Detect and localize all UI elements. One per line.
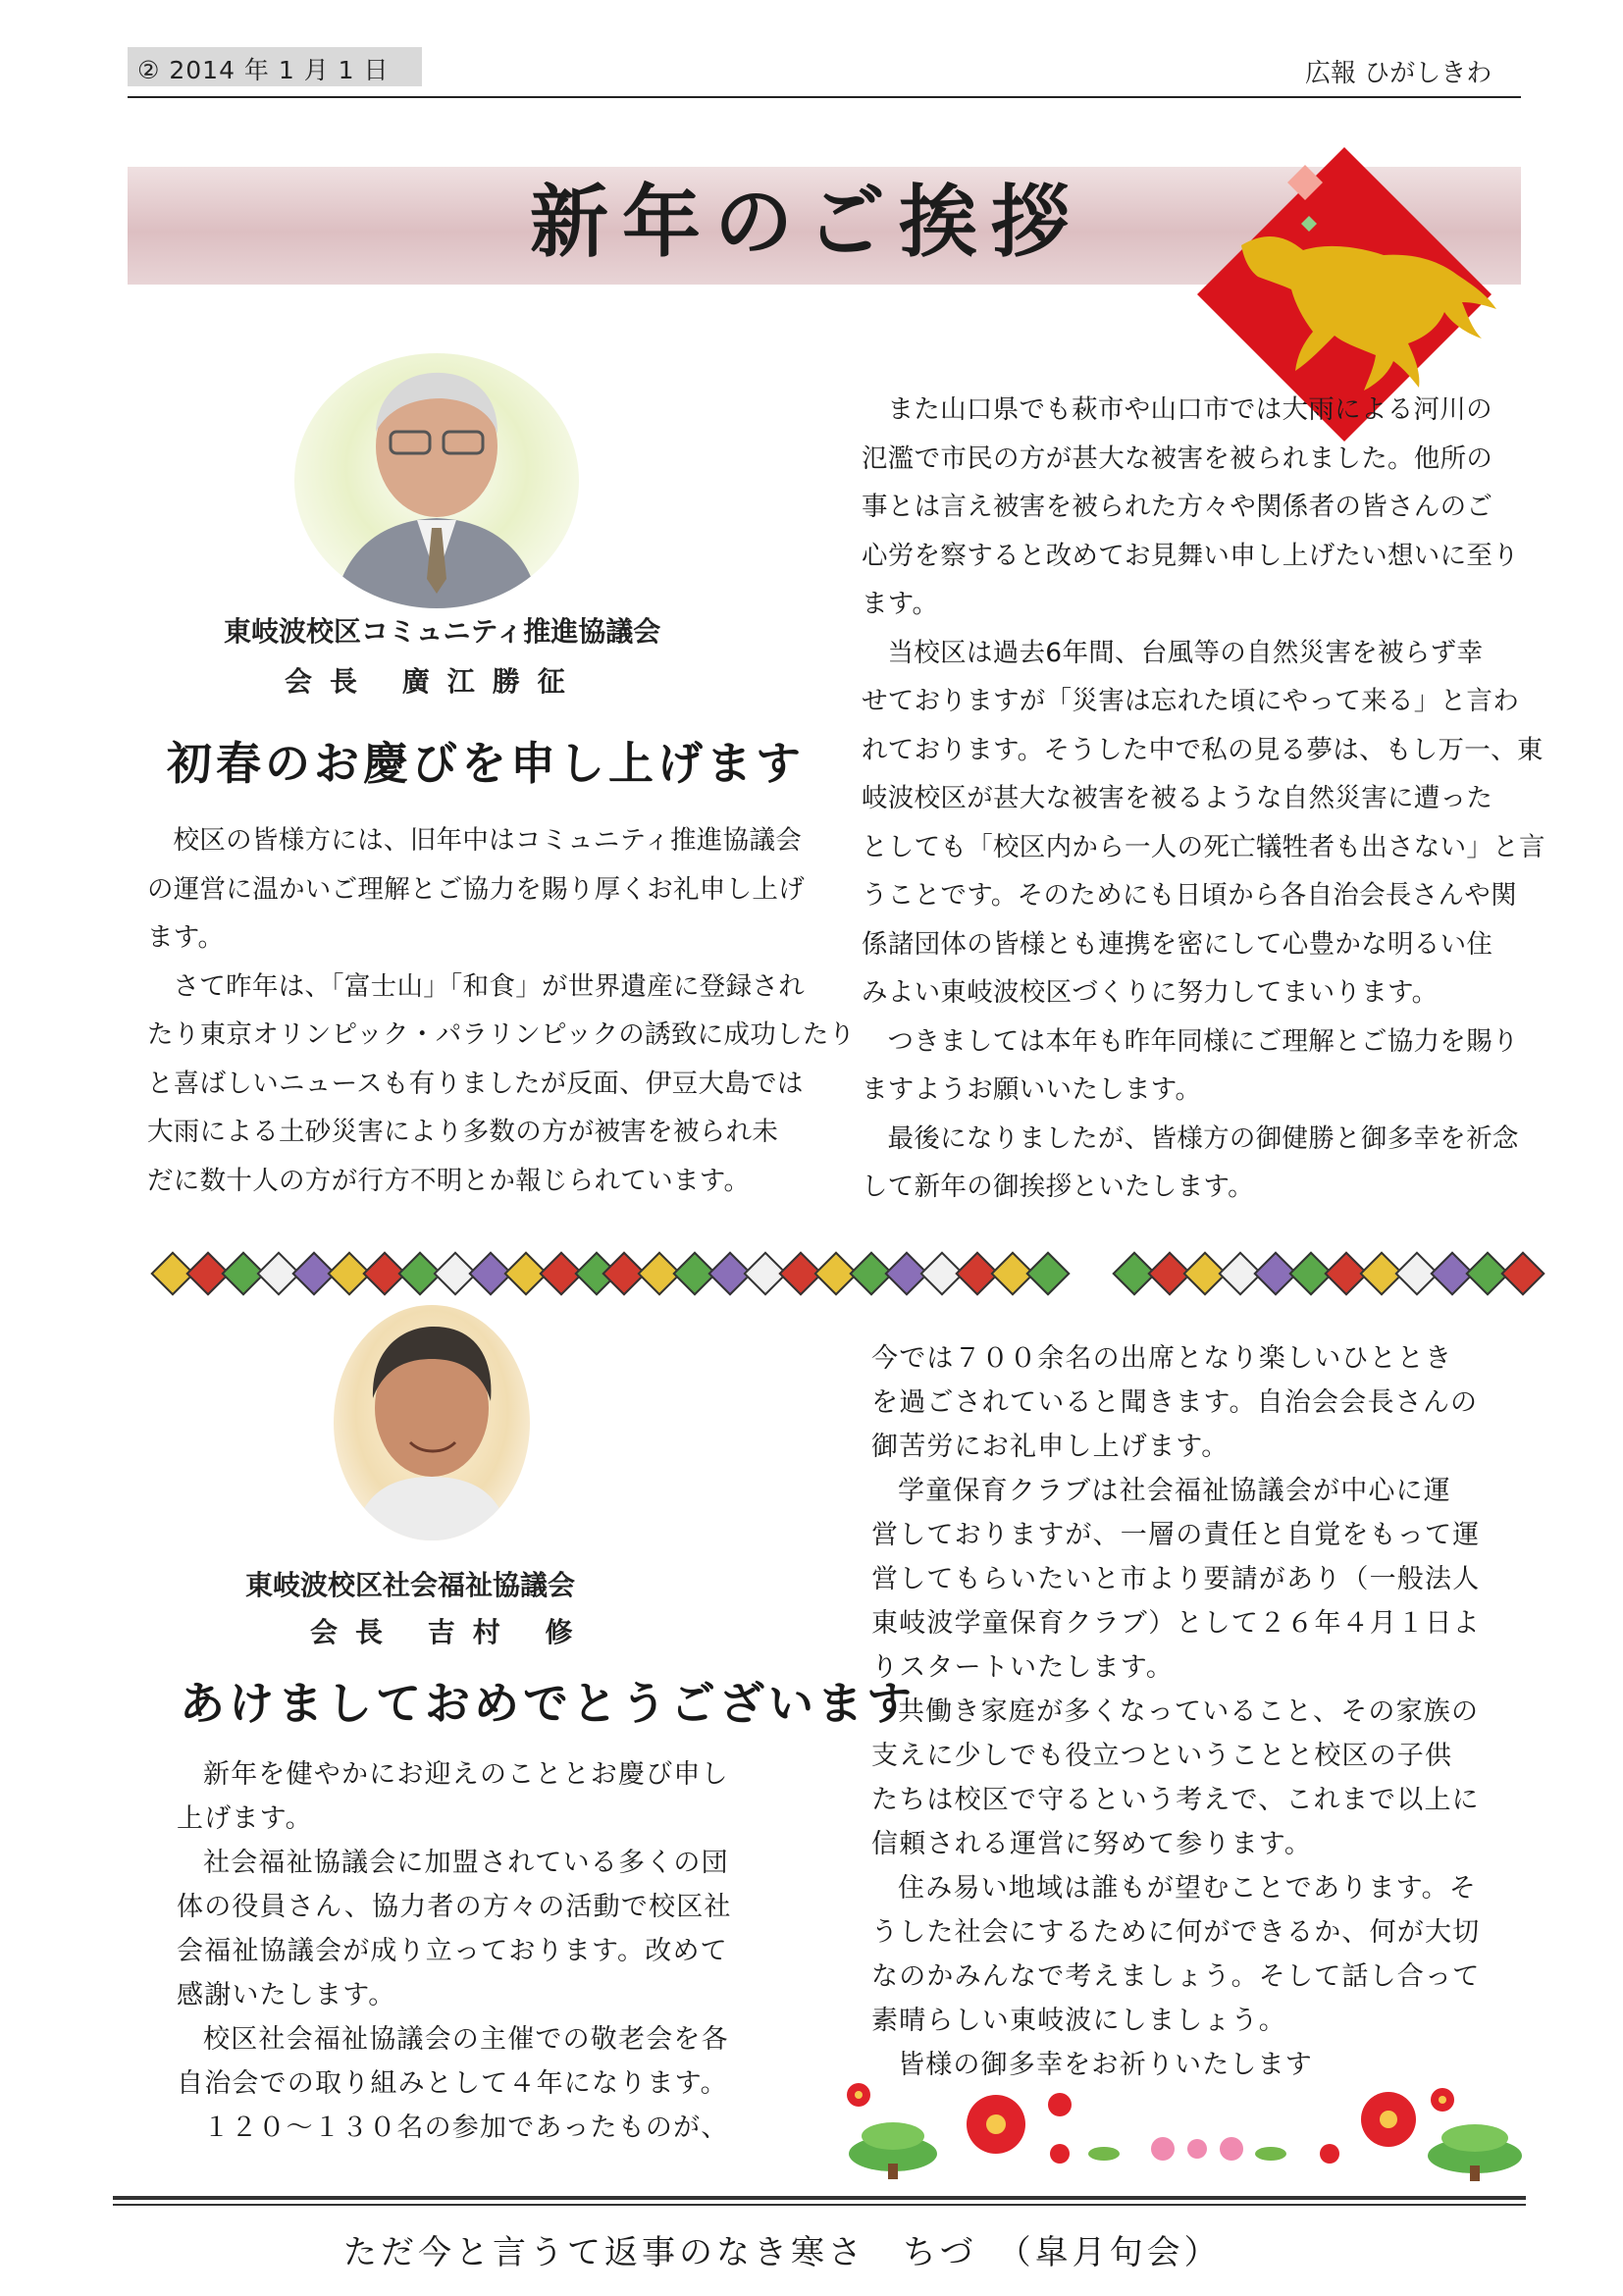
paragraph-line: 当校区は過去6年間、台風等の自然災害を被らず幸 [887, 637, 1484, 668]
chairman-photo [334, 1305, 530, 1540]
header-rule [128, 96, 1521, 98]
paragraph-line: １２０～１３０名の参加であったものが、 [203, 2113, 729, 2143]
page-title: 新年のご挨拶 [530, 176, 1083, 268]
paragraph-line: 大雨による土砂災害により多数の方が被害を被られ未 [147, 1117, 779, 1147]
paragraph-line: 心労を察すると改めてお見舞い申し上げたい想いに至り [862, 540, 1519, 571]
paragraph-line: みよい東岐波校区づくりに努力してまいります。 [862, 977, 1439, 1008]
paragraph-line: 住み易い地域は誰もが望むことであります。そ [898, 1873, 1478, 1904]
paragraph-line: ますようお願いいたします。 [862, 1074, 1202, 1105]
pine-icon [1428, 2124, 1522, 2181]
article2-greeting: あけましておめでとうございます [180, 1677, 916, 1730]
paragraph-line: せておりますが「災害は忘れた頃にやって来る」と言わ [862, 686, 1519, 716]
paragraph-line: 最後になりましたが、皆様方の御健勝と御多幸を祈念 [887, 1122, 1519, 1154]
garland-icon [157, 1256, 612, 1291]
paragraph-line: だに数十人の方が行方不明とか報じられています。 [147, 1165, 751, 1196]
article2-right-column [871, 1336, 1539, 2087]
paragraph-line: 共働き家庭が多くなっていること、その家族の [898, 1696, 1480, 1727]
article2-organization: 東岐波校区社会福祉協議会 [245, 1569, 576, 1601]
garland-icon [1119, 1256, 1539, 1291]
paragraph-line: 体の役員さん、協力者の方々の活動で校区社 [177, 1892, 732, 1922]
footer-haiku: ただ今と言うて返事のなき寒さ ちづ （皐月句会） [343, 2233, 1222, 2272]
issue-date: ② 2014 年 1 月 1 日 [137, 56, 390, 84]
paragraph-line: 今では７００余名の出席となり楽しいひととき [871, 1343, 1453, 1374]
chairman-photo [294, 353, 579, 608]
footer-rule [113, 2204, 1526, 2206]
article1-officer: 会長 廣江勝征 [285, 665, 583, 698]
paragraph-line: うした社会にするために何ができるか、何が大切 [871, 1917, 1481, 1948]
paragraph-line: 事とは言え被害を被られた方々や関係者の皆さんのご [862, 492, 1493, 522]
paragraph-line: 御苦労にお礼申し上げます。 [871, 1432, 1230, 1462]
paragraph-line: さて昨年は、「富士山」「和食」が世界遺産に登録され [173, 970, 805, 1002]
plum-blossom-icon [839, 2075, 1526, 2183]
paragraph-line: つきましては本年も昨年同様にご理解とご協力を賜り [887, 1025, 1519, 1057]
paragraph-line: 学童保育クラブは社会福祉協議会が中心に運 [898, 1476, 1451, 1506]
paragraph-line: 素晴らしい東岐波にしましょう。 [871, 2006, 1286, 2036]
paragraph-line: 営しておりますが、一層の責任と自覚をもって運 [871, 1520, 1481, 1550]
paragraph-line: たり東京オリンピック・パラリンピックの誘致に成功したり [147, 1019, 856, 1050]
paragraph-line: 新年を健やかにお迎えのこととお慶び申し [203, 1759, 729, 1790]
paragraph-line: 校区の皆様方には、旧年中はコミュニティ推進協議会 [173, 825, 803, 856]
paragraph-line: 係諸団体の皆様とも連携を密にして心豊かな明るい住 [862, 928, 1493, 960]
paragraph-line: うことです。そのためにも日頃から各自治会長さんや関 [862, 880, 1517, 911]
paragraph-line: を過ごされていると聞きます。自治会会長さんの [871, 1387, 1479, 1418]
garland-icon [608, 1256, 1064, 1291]
paragraph-line: と喜ばしいニュースも有りましたが反面、伊豆大島では [147, 1068, 804, 1099]
paragraph-line: 感謝いたします。 [177, 1980, 396, 2010]
paragraph-line: 上げます。 [177, 1803, 313, 1834]
paragraph-line: 校区社会福祉協議会の主催での敬老会を各 [203, 2024, 729, 2055]
paragraph-line: また山口県でも萩市や山口市では大雨による河川の [887, 394, 1492, 425]
footer-rule [113, 2196, 1526, 2200]
article2-officer: 会長 吉村 修 [310, 1616, 591, 1648]
paragraph-line: れております。そうした中で私の見る夢は、もし万一、東 [862, 734, 1544, 765]
paragraph-line: の運営に温かいご理解とご協力を賜り厚くお礼申し上げ [147, 873, 805, 905]
paragraph-line: 営してもらいたいと市より要請があり（一般法人 [871, 1564, 1481, 1594]
paragraph-line: 岐波校区が甚大な被害を被るような自然災害に遭った [862, 783, 1493, 813]
paragraph-line: 東岐波学童保育クラブ）として２６年４月１日よ [871, 1608, 1481, 1639]
article2-left-column [177, 1752, 805, 2150]
paragraph-line: なのかみんなで考えましょう。そして話し合って [871, 1961, 1481, 1992]
article1-left-column [147, 816, 856, 1205]
pine-icon [849, 2122, 937, 2179]
paragraph-line: 社会福祉協議会に加盟されている多くの団 [203, 1848, 729, 1878]
paragraph-line: 会福祉協議会が成り立っております。改めて [177, 1936, 728, 1966]
paragraph-line: ます。 [147, 922, 225, 953]
paragraph-line: 皆様の御多幸をお祈りいたします [898, 2050, 1313, 2080]
paragraph-line: たちは校区で守るという考えで、これまで以上に [871, 1785, 1480, 1815]
paragraph-line: 支えに少しでも役立つということと校区の子供 [871, 1741, 1453, 1771]
paragraph-line: りスタートいたします。 [871, 1652, 1175, 1683]
paragraph-line: して新年の御挨拶といたします。 [862, 1172, 1254, 1202]
paragraph-line: ます。 [862, 589, 939, 619]
paragraph-line: としても「校区内から一人の死亡犠牲者も出さない」と言 [862, 831, 1545, 862]
paragraph-line: 氾濫で市民の方が甚大な被害を被られました。他所の [862, 443, 1493, 474]
paragraph-line: 信頼される運営に努めて参ります。 [871, 1829, 1313, 1859]
article1-right-column [862, 386, 1545, 1212]
publication-name: 広報 ひがしきわ [1305, 59, 1492, 88]
article1-organization: 東岐波校区コミュニティ推進協議会 [224, 615, 661, 648]
paragraph-line: 自治会での取り組みとして４年になります。 [177, 2068, 728, 2099]
article1-greeting: 初春のお慶びを申し上げます [167, 737, 805, 790]
